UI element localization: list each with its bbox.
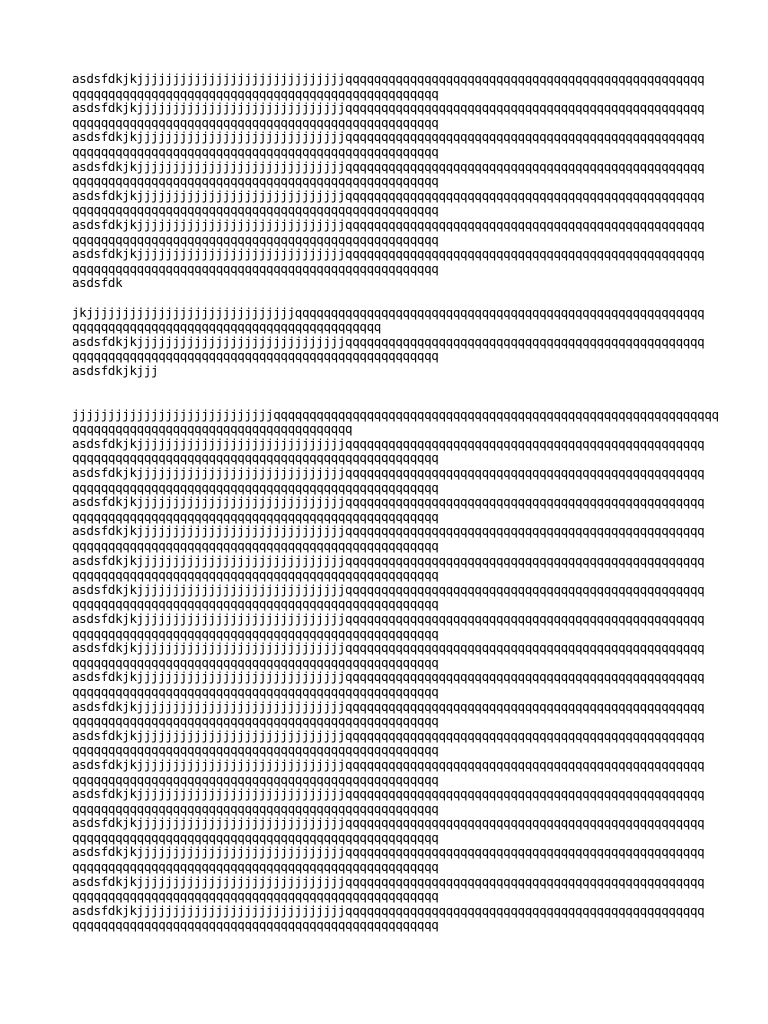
text-line: qqqqqqqqqqqqqqqqqqqqqqqqqqqqqqqqqqqqqqqqqqqqqqqqqqq xyxy=(72,683,439,699)
text-line: asdsfdkjkjjjjjjjjjjjjjjjjjjjjjjjjjjjjjqqqqqqqqqqqqqqqqqqqqqqqqqqqqqqqqqqqqqqqqqqqqqqqqqq xyxy=(72,640,705,656)
text-line: qqqqqqqqqqqqqqqqqqqqqqqqqqqqqqqqqqqqqqqqqqqqqqqqqqq xyxy=(72,143,439,159)
text-line: asdsfdkjkjjjjjjjjjjjjjjjjjjjjjjjjjjjjjqqqqqqqqqqqqqqqqqqqqqqqqqqqqqqqqqqqqqqqqqqqqqqqqqq xyxy=(72,216,705,232)
text-line: asdsfdkjkjjjjjjjjjjjjjjjjjjjjjjjjjjjjjqqqqqqqqqqqqqqqqqqqqqqqqqqqqqqqqqqqqqqqqqqqqqqqqqq xyxy=(72,902,705,918)
text-line: qqqqqqqqqqqqqqqqqqqqqqqqqqqqqqqqqqqqqqqqqqqqqqqqqqq xyxy=(72,202,439,218)
text-line: qqqqqqqqqqqqqqqqqqqqqqqqqqqqqqqqqqqqqqqqqqqqqqqqqqq xyxy=(72,625,439,641)
text-line: asdsfdkjkjjjjjjjjjjjjjjjjjjjjjjjjjjjjjqqqqqqqqqqqqqqqqqqqqqqqqqqqqqqqqqqqqqqqqqqqqqqqqqq xyxy=(72,129,705,145)
text-line: asdsfdkjkjjjjjjjjjjjjjjjjjjjjjjjjjjjjjqqqqqqqqqqqqqqqqqqqqqqqqqqqqqqqqqqqqqqqqqqqqqqqqqq xyxy=(72,71,705,86)
text-line: qqqqqqqqqqqqqqqqqqqqqqqqqqqqqqqqqqqqqqqqqqqqqqqqqqq xyxy=(72,829,439,845)
text-line: qqqqqqqqqqqqqqqqqqqqqqqqqqqqqqqqqqqqqqqqqqqqqqqqqqq xyxy=(72,654,439,670)
paragraph-3 xyxy=(72,406,719,933)
text-line: qqqqqqqqqqqqqqqqqqqqqqqqqqqqqqqqqqqqqqqqqqqqqqqqqqq xyxy=(72,450,439,466)
paragraph-2 xyxy=(72,306,712,379)
text-line: asdsfdkjkjjjjjjjjjjjjjjjjjjjjjjjjjjjjjqqqqqqqqqqqqqqqqqqqqqqqqqqqqqqqqqqqqqqqqqqqqqqqqqq xyxy=(72,187,705,203)
text-line: qqqqqqqqqqqqqqqqqqqqqqqqqqqqqqqqqqqqqqqqqqqqqqqqqqq xyxy=(72,859,439,875)
text-line: qqqqqqqqqqqqqqqqqqqqqqqqqqqqqqqqqqqqqqqqqqqqqqqqqqq xyxy=(72,742,439,758)
text-line: qqqqqqqqqqqqqqqqqqqqqqqqqqqqqqqqqqqqqqqqqqq xyxy=(72,319,381,335)
text-line: qqqqqqqqqqqqqqqqqqqqqqqqqqqqqqqqqqqqqqqqqqqqqqqqqqq xyxy=(72,596,439,612)
text-line: asdsfdkjkjjjjjjjjjjjjjjjjjjjjjjjjjjjjjqqqqqqqqqqqqqqqqqqqqqqqqqqqqqqqqqqqqqqqqqqqqqqqqqq xyxy=(72,815,705,831)
text-line: asdsfdkjkjjjjjjjjjjjjjjjjjjjjjjjjjjjjjqqqqqqqqqqqqqqqqqqqqqqqqqqqqqqqqqqqqqqqqqqqqqqqqqq xyxy=(72,333,705,349)
text-line: asdsfdkjkjjjjjjjjjjjjjjjjjjjjjjjjjjjjjqqqqqqqqqqqqqqqqqqqqqqqqqqqqqqqqqqqqqqqqqqqqqqqqqq xyxy=(72,873,705,889)
text-line: qqqqqqqqqqqqqqqqqqqqqqqqqqqqqqqqqqqqqqqqqqqqqqqqqqq xyxy=(72,173,439,189)
text-line: asdsfdkjkjjj xyxy=(72,362,159,378)
text-line: qqqqqqqqqqqqqqqqqqqqqqqqqqqqqqqqqqqqqqqqqqqqqqqqqqq xyxy=(72,348,439,364)
text-line: qqqqqqqqqqqqqqqqqqqqqqqqqqqqqqqqqqqqqqqqqqqqqqqqqqq xyxy=(72,567,439,583)
text-line: qqqqqqqqqqqqqqqqqqqqqqqqqqqqqqqqqqqqqqqqqqqqqqqqqqq xyxy=(72,85,439,101)
text-line: asdsfdkjkjjjjjjjjjjjjjjjjjjjjjjjjjjjjjqqqqqqqqqqqqqqqqqqqqqqqqqqqqqqqqqqqqqqqqqqqqqqqqqq xyxy=(72,246,705,262)
text-line: qqqqqqqqqqqqqqqqqqqqqqqqqqqqqqqqqqqqqqqqqqqqqqqqqqq xyxy=(72,538,439,553)
text-line: asdsfdkjkjjjjjjjjjjjjjjjjjjjjjjjjjjjjjqqqqqqqqqqqqqqqqqqqqqqqqqqqqqqqqqqqqqqqqqqqqqqqqqq xyxy=(72,844,705,860)
text-line: asdsfdk xyxy=(72,275,123,291)
text-line: asdsfdkjkjjjjjjjjjjjjjjjjjjjjjjjjjjjjjqqqqqqqqqqqqqqqqqqqqqqqqqqqqqqqqqqqqqqqqqqqqqqqqqq xyxy=(72,523,705,539)
text-line: jjjjjjjjjjjjjjjjjjjjjjjjjjjjqqqqqqqqqqqqqqqqqqqqqqqqqqqqqqqqqqqqqqqqqqqqqqqqqqqqqqqqqqqqqq xyxy=(72,406,719,422)
text-line: qqqqqqqqqqqqqqqqqqqqqqqqqqqqqqqqqqqqqqqqqqqqqqqqqqq xyxy=(72,713,439,729)
paragraph-spacer xyxy=(72,378,712,407)
text-line: qqqqqqqqqqqqqqqqqqqqqqqqqqqqqqqqqqqqqqqqqqqqqqqqqqq xyxy=(72,888,439,904)
text-line: qqqqqqqqqqqqqqqqqqqqqqqqqqqqqqqqqqqqqqqqqqqqqqqqqqq xyxy=(72,917,439,933)
paragraph-1 xyxy=(72,72,712,291)
paragraph-spacer xyxy=(72,291,712,306)
text-line: asdsfdkjkjjjjjjjjjjjjjjjjjjjjjjjjjjjjjqqqqqqqqqqqqqqqqqqqqqqqqqqqqqqqqqqqqqqqqqqqqqqqqqq xyxy=(72,158,705,174)
text-line: jkjjjjjjjjjjjjjjjjjjjjjjjjjjjjjqqqqqqqqqqqqqqqqqqqqqqqqqqqqqqqqqqqqqqqqqqqqqqqqqqqqqqqqq xyxy=(72,304,705,320)
text-line: asdsfdkjkjjjjjjjjjjjjjjjjjjjjjjjjjjjjjqqqqqqqqqqqqqqqqqqqqqqqqqqqqqqqqqqqqqqqqqqqqqqqqqq xyxy=(72,465,705,481)
text-line: qqqqqqqqqqqqqqqqqqqqqqqqqqqqqqqqqqqqqqqqqqqqqqqqqqq xyxy=(72,508,439,524)
text-line: asdsfdkjkjjjjjjjjjjjjjjjjjjjjjjjjjjjjjqqqqqqqqqqqqqqqqqqqqqqqqqqqqqqqqqqqqqqqqqqqqqqqqqq xyxy=(72,435,705,451)
text-line: qqqqqqqqqqqqqqqqqqqqqqqqqqqqqqqqqqqqqqqqqqqqqqqqqqq xyxy=(72,479,439,495)
text-line: asdsfdkjkjjjjjjjjjjjjjjjjjjjjjjjjjjjjjqqqqqqqqqqqqqqqqqqqqqqqqqqqqqqqqqqqqqqqqqqqqqqqqqq xyxy=(72,494,705,510)
text-line: asdsfdkjkjjjjjjjjjjjjjjjjjjjjjjjjjjjjjqqqqqqqqqqqqqqqqqqqqqqqqqqqqqqqqqqqqqqqqqqqqqqqqqq xyxy=(72,100,705,116)
text-line: qqqqqqqqqqqqqqqqqqqqqqqqqqqqqqqqqqqqqqq xyxy=(72,421,353,437)
text-line: qqqqqqqqqqqqqqqqqqqqqqqqqqqqqqqqqqqqqqqqqqqqqqqqqqq xyxy=(72,231,439,247)
text-line: asdsfdkjkjjjjjjjjjjjjjjjjjjjjjjjjjjjjjqqqqqqqqqqqqqqqqqqqqqqqqqqqqqqqqqqqqqqqqqqqqqqqqqq xyxy=(72,756,705,772)
text-line: asdsfdkjkjjjjjjjjjjjjjjjjjjjjjjjjjjjjjqqqqqqqqqqqqqqqqqqqqqqqqqqqqqqqqqqqqqqqqqqqqqqqqqq xyxy=(72,698,705,714)
document-body xyxy=(72,71,719,933)
text-line: asdsfdkjkjjjjjjjjjjjjjjjjjjjjjjjjjjjjjqqqqqqqqqqqqqqqqqqqqqqqqqqqqqqqqqqqqqqqqqqqqqqqqqq xyxy=(72,727,705,743)
text-line: asdsfdkjkjjjjjjjjjjjjjjjjjjjjjjjjjjjjjqqqqqqqqqqqqqqqqqqqqqqqqqqqqqqqqqqqqqqqqqqqqqqqqqq xyxy=(72,552,705,568)
text-line: asdsfdkjkjjjjjjjjjjjjjjjjjjjjjjjjjjjjjqqqqqqqqqqqqqqqqqqqqqqqqqqqqqqqqqqqqqqqqqqqqqqqqqq xyxy=(72,786,705,802)
text-line: qqqqqqqqqqqqqqqqqqqqqqqqqqqqqqqqqqqqqqqqqqqqqqqqqqq xyxy=(72,114,439,130)
text-line: qqqqqqqqqqqqqqqqqqqqqqqqqqqqqqqqqqqqqqqqqqqqqqqqqqq xyxy=(72,800,439,816)
text-line: qqqqqqqqqqqqqqqqqqqqqqqqqqqqqqqqqqqqqqqqqqqqqqqqqqq xyxy=(72,771,439,787)
text-line: asdsfdkjkjjjjjjjjjjjjjjjjjjjjjjjjjjjjjqqqqqqqqqqqqqqqqqqqqqqqqqqqqqqqqqqqqqqqqqqqqqqqqqq xyxy=(72,581,705,597)
text-line: qqqqqqqqqqqqqqqqqqqqqqqqqqqqqqqqqqqqqqqqqqqqqqqqqqq xyxy=(72,260,439,276)
text-line: asdsfdkjkjjjjjjjjjjjjjjjjjjjjjjjjjjjjjqqqqqqqqqqqqqqqqqqqqqqqqqqqqqqqqqqqqqqqqqqqqqqqqqq xyxy=(72,669,705,685)
text-line: asdsfdkjkjjjjjjjjjjjjjjjjjjjjjjjjjjjjjqqqqqqqqqqqqqqqqqqqqqqqqqqqqqqqqqqqqqqqqqqqqqqqqqq xyxy=(72,610,705,626)
